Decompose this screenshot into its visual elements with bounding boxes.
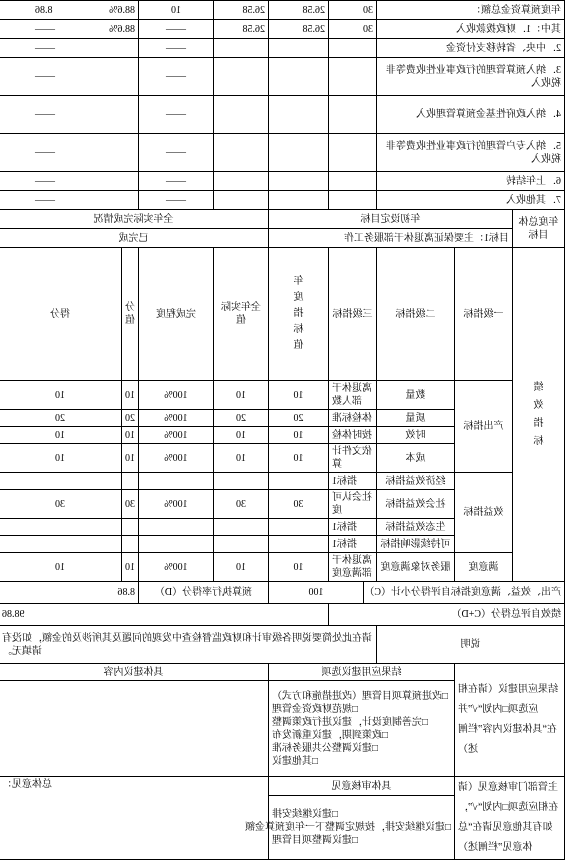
funds-executed: 26.58 [213, 20, 268, 39]
funds-adjusted [268, 39, 328, 58]
funds-points: —— [34, 175, 55, 187]
perf-completion: 100% [138, 410, 213, 427]
dept-options-header: 具体审核意见 [268, 777, 454, 796]
perf-target: 30 [268, 490, 328, 519]
funds-plan [328, 191, 376, 210]
perf-level2: 时效 [376, 427, 454, 444]
funds-row [0, 1, 565, 20]
dept-label: 主管部门审核意见（请在相应选项□内划“√”，如有其他意见请在“总体意见”栏阐述） [455, 777, 565, 860]
perf-target: 20 [268, 410, 328, 427]
perf-target: 10 [268, 444, 328, 473]
perf-level3: 指标1 [328, 473, 376, 490]
perf-target-header: 年度指标值 [268, 248, 328, 381]
perf-weight [121, 519, 138, 536]
funds-adjusted: 26.58 [268, 1, 328, 20]
perf-row [0, 553, 565, 582]
perf-score: 10 [0, 381, 121, 410]
results-options-list [268, 681, 454, 777]
perf-actual [213, 519, 268, 536]
perf-actual: 10 [213, 444, 268, 473]
perf-completion: 100% [138, 490, 213, 519]
perf-level2: 生态效益指标 [376, 519, 454, 536]
funds-points: —— [34, 23, 55, 35]
funds-plan [328, 172, 376, 191]
subtotal-output-value: 100 [268, 582, 363, 604]
subtotal-budget-label: 预算执行率得分（D） [138, 582, 268, 604]
perf-score: 30 [0, 490, 121, 519]
perf-target: 10 [268, 553, 328, 582]
notes-label: 说明 [376, 626, 564, 664]
result-option[interactable]: □规范财政资金管理 [271, 703, 359, 715]
total-label: 绩效自评总得分（C+D） [328, 604, 564, 626]
total-row [0, 604, 565, 626]
dept-header-row [0, 777, 565, 796]
perf-target: 10 [268, 381, 328, 410]
funds-row [0, 20, 565, 39]
perf-level3: 离退休干部满意度 [328, 553, 376, 582]
perf-actual: 10 [213, 427, 268, 444]
funds-points: —— [34, 71, 55, 82]
perf-weight: 10 [121, 381, 138, 410]
goals-section-label: 年度总体目标 [513, 210, 565, 248]
perf-row [0, 381, 565, 410]
funds-executed: 26.58 [213, 1, 268, 20]
perf-score: 10 [0, 553, 121, 582]
goals-initial-value: 目标1：主要保证离退休干部服务工作 [268, 229, 512, 248]
subtotal-output-label: 产出、效益、满意度指标自评得分小计（C） [363, 582, 564, 604]
perf-target [268, 536, 328, 553]
perf-weight: 20 [121, 410, 138, 427]
funds-row [0, 191, 565, 210]
perf-level3: 指标1 [328, 519, 376, 536]
result-option[interactable]: □完善制度设计，建议进行政策调整 [271, 716, 429, 728]
result-option[interactable]: □建议调整公共服务标准 [271, 742, 379, 754]
perf-section-label: 绩效指标 [513, 248, 565, 582]
perf-group-output: 产出指标 [455, 381, 513, 473]
dept-option[interactable]: □建议继续安排，按规定调整下一年度预算金额 [244, 822, 451, 834]
perf-group-benefit: 效益指标 [455, 473, 513, 553]
funds-points: 8.86 [34, 4, 53, 16]
perf-weight: 30 [121, 490, 138, 519]
perf-target: 10 [268, 427, 328, 444]
perf-header-row [0, 248, 565, 381]
funds-plan [328, 96, 376, 134]
goals-initial-header: 年初设定目标 [268, 210, 512, 229]
funds-executed [213, 134, 268, 172]
perf-level2: 可持续影响指标 [376, 536, 454, 553]
funds-score: —— [138, 20, 213, 39]
funds-plan [328, 39, 376, 58]
funds-label: 6．上年结转 [376, 172, 564, 191]
funds-label: 其中：1．财政拨款收入 [376, 20, 564, 39]
perf-level2: 经济效益指标 [376, 473, 454, 490]
perf-weight [121, 473, 138, 490]
funds-points: —— [34, 42, 55, 54]
perf-weight: 10 [121, 553, 138, 582]
perf-level2: 社会效益指标 [376, 490, 454, 519]
goals-value-row [0, 229, 565, 248]
perf-level3: 社会认可度 [328, 490, 376, 519]
perf-level3: 按时体检 [328, 427, 376, 444]
perf-level3: 依文件计算 [328, 444, 376, 473]
funds-executed [213, 172, 268, 191]
results-content-header: 具体建议内容 [0, 664, 268, 681]
perf-actual: 20 [213, 410, 268, 427]
perf-group-satisfaction: 满意度 [455, 553, 513, 582]
perf-level2: 数量 [376, 381, 454, 410]
perf-weight [121, 536, 138, 553]
perf-score [0, 519, 121, 536]
funds-row [0, 96, 565, 134]
perf-level3: 离退休干部人数 [328, 381, 376, 410]
perf-completion [138, 536, 213, 553]
funds-row [0, 39, 565, 58]
dept-options-list [244, 796, 454, 860]
perf-weight: 10 [121, 427, 138, 444]
notes-row [0, 626, 565, 664]
funds-score: 10 [138, 1, 213, 20]
funds-adjusted [268, 172, 328, 191]
funds-label: 5．纳入专户管理的行政事业性收费等非税收入 [376, 134, 564, 172]
goals-actual-header: 全年实际完成情况 [0, 210, 268, 229]
results-content-cell [0, 681, 268, 777]
perf-level3: 指标1 [328, 536, 376, 553]
perf-completion: 100% [138, 427, 213, 444]
funds-adjusted [268, 134, 328, 172]
goals-actual-value: 已完成 [0, 229, 268, 248]
notes-text: 请在此处简要说明各级审计和财政监督检查中发现的问题及其所涉及的金额，如没有请填无。 [0, 626, 376, 664]
perf-score: 10 [0, 444, 121, 473]
funds-score: —— [138, 172, 213, 191]
funds-label: 7．其他收入 [376, 191, 564, 210]
funds-label: 年度预算资金总额： [376, 1, 564, 20]
subtotal-row [0, 582, 565, 604]
perf-level1-header: 一级指标 [455, 248, 513, 381]
perf-actual: 10 [213, 381, 268, 410]
result-option[interactable]: □政策到期，建议重新发布 [271, 729, 389, 741]
funds-row [0, 172, 565, 191]
funds-rate: 88.6% [109, 4, 135, 16]
funds-plan: 30 [328, 1, 376, 20]
perf-row [0, 473, 565, 490]
funds-executed [213, 39, 268, 58]
funds-points: —— [34, 194, 55, 206]
funds-rate: 88.6% [109, 23, 135, 35]
result-option[interactable]: □其他建议 [271, 755, 319, 767]
funds-label: 3．纳入预算管理的行政事业性收费等非税收入 [376, 58, 564, 96]
perf-level2-header: 二级指标 [376, 248, 454, 381]
goals-header-row [0, 210, 565, 229]
funds-plan [328, 58, 376, 96]
perf-level2: 质量 [376, 410, 454, 427]
perf-level2: 成本 [376, 444, 454, 473]
total-value: 98.86 [0, 604, 328, 626]
result-option[interactable]: □改进预算项目管理（改进措施和方式） [271, 690, 449, 702]
dept-option[interactable]: □建议继续安排 [271, 809, 339, 821]
funds-row [0, 134, 565, 172]
perf-level2: 服务对象满意度 [376, 553, 454, 582]
funds-score: —— [138, 191, 213, 210]
perf-actual [213, 473, 268, 490]
funds-plan: 30 [328, 20, 376, 39]
perf-actual [213, 536, 268, 553]
perf-completion: 100% [138, 553, 213, 582]
funds-executed [213, 96, 268, 134]
perf-completion [138, 473, 213, 490]
funds-executed [213, 191, 268, 210]
funds-label: 4．纳入政府性基金预算管理收入 [376, 96, 564, 134]
funds-score: —— [138, 134, 213, 172]
perf-actual: 10 [213, 553, 268, 582]
funds-adjusted [268, 191, 328, 210]
results-label: 结果应用建议（请在相应选项□内划“√”并在“具体建议内容”栏阐述） [455, 664, 565, 777]
results-header-row [0, 664, 565, 681]
perf-actual: 30 [213, 490, 268, 519]
funds-label: 2．中央、省转移支付资金 [376, 39, 564, 58]
funds-executed [213, 58, 268, 96]
perf-score [0, 473, 121, 490]
funds-score: —— [138, 58, 213, 96]
funds-points: —— [34, 109, 55, 120]
dept-overall-header: 总体意见： [0, 777, 268, 860]
funds-points: —— [34, 147, 55, 158]
funds-adjusted [268, 96, 328, 134]
funds-score: —— [138, 39, 213, 58]
funds-score: —— [138, 96, 213, 134]
perf-completion: 100% [138, 381, 213, 410]
perf-score-header: 得分 [0, 248, 121, 381]
perf-completion [138, 519, 213, 536]
perf-score [0, 536, 121, 553]
perf-level3: 体检标准 [328, 410, 376, 427]
perf-target [268, 473, 328, 490]
perf-weight: 10 [121, 444, 138, 473]
perf-weight-header: 分值 [121, 248, 138, 381]
funds-adjusted [268, 58, 328, 96]
perf-completion-header: 完成程度 [138, 248, 213, 381]
results-options-header: 结果应用建议选项 [268, 664, 454, 681]
funds-plan [328, 134, 376, 172]
subtotal-budget-value: 8.86 [0, 582, 138, 604]
perf-completion: 100% [138, 444, 213, 473]
perf-score: 10 [0, 427, 121, 444]
perf-actual-header: 全年实际值 [213, 248, 268, 381]
dept-option[interactable]: □建议调整项目管理 [271, 835, 359, 847]
funds-adjusted: 26.58 [268, 20, 328, 39]
perf-level3-header: 三级指标 [328, 248, 376, 381]
funds-row [0, 58, 565, 96]
perf-score: 20 [0, 410, 121, 427]
perf-target [268, 519, 328, 536]
